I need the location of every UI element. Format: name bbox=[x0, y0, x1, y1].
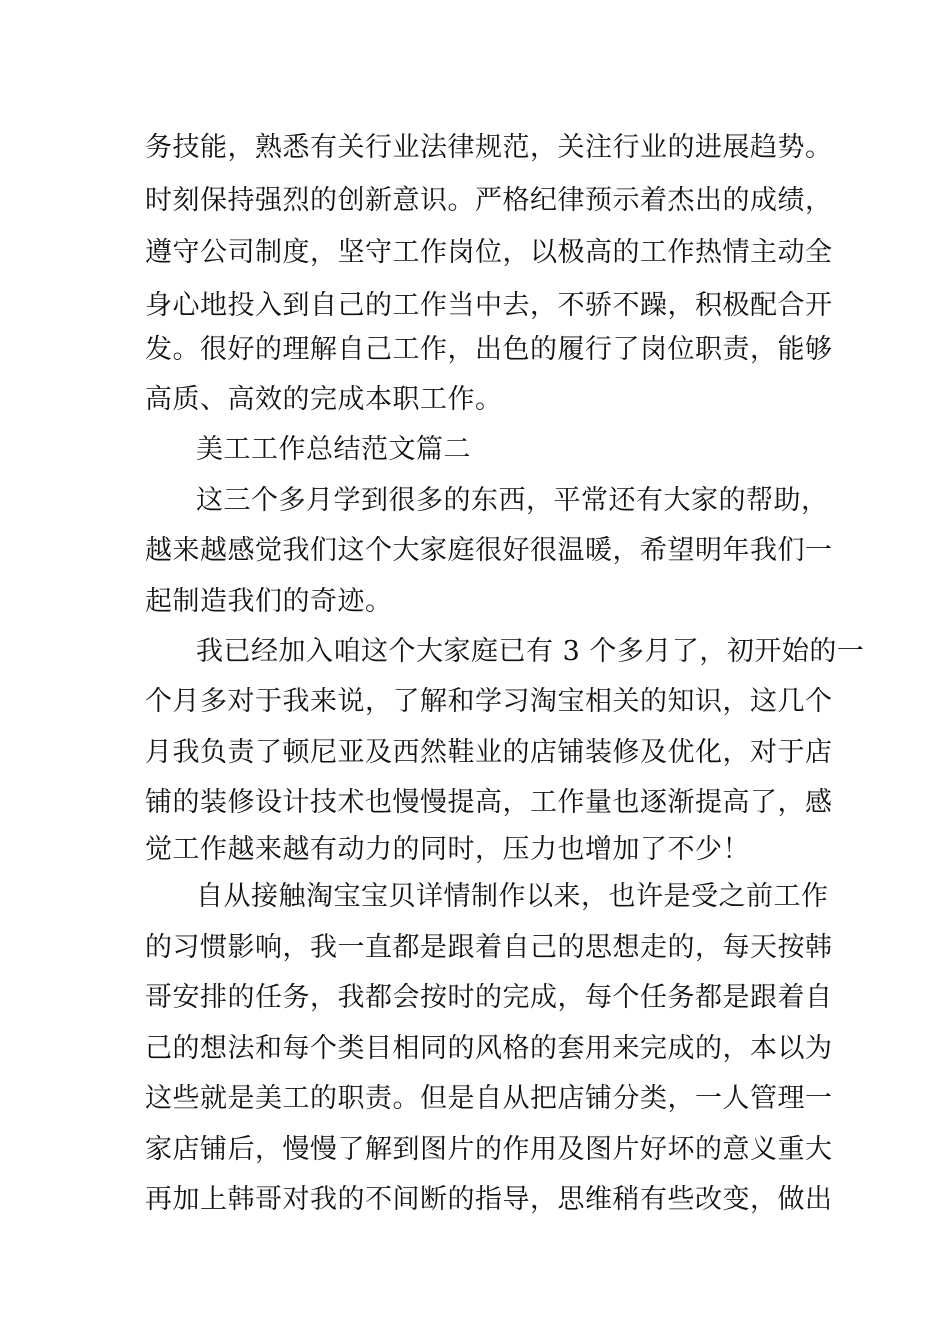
text-line: 个月多对于我来说，了解和学习淘宝相关的知识，这几个 bbox=[145, 686, 833, 717]
section-heading: 美工工作总结范文篇二 bbox=[196, 434, 471, 465]
text-line: 时刻保持强烈的创新意识。严格纪律预示着杰出的成绩， bbox=[145, 185, 833, 216]
text-line: 这三个多月学到很多的东西，平常还有大家的帮助， bbox=[196, 485, 829, 516]
text-line: 家店铺后，慢慢了解到图片的作用及图片好坏的意义重大 bbox=[145, 1134, 833, 1165]
text-line: 身心地投入到自己的工作当中去，不骄不躁，积极配合开 bbox=[145, 290, 833, 321]
text-line: 发。很好的理解自己工作，出色的履行了岗位职责，能够 bbox=[145, 334, 833, 365]
text-line: 我已经加入咱这个大家庭已有 3 个多月了，初开始的一 bbox=[196, 636, 865, 667]
text-line: 遵守公司制度，坚守工作岗位，以极高的工作热情主动全 bbox=[145, 237, 833, 268]
text-line: 这些就是美工的职责。但是自从把店铺分类，一人管理一 bbox=[145, 1083, 833, 1114]
text-line: 铺的装修设计技术也慢慢提高，工作量也逐渐提高了，感 bbox=[145, 787, 833, 818]
text-line: 越来越感觉我们这个大家庭很好很温暖，希望明年我们一 bbox=[145, 535, 833, 566]
text-line: 起制造我们的奇迹。 bbox=[145, 586, 393, 617]
text-line: 的习惯影响，我一直都是跟着自己的思想走的，每天按韩 bbox=[145, 932, 833, 963]
text-line: 哥安排的任务，我都会按时的完成，每个任务都是跟着自 bbox=[145, 982, 833, 1013]
text-line: 己的想法和每个类目相同的风格的套用来完成的，本以为 bbox=[145, 1033, 833, 1064]
text-line: 月我负责了顿尼亚及西然鞋业的店铺装修及优化，对于店 bbox=[145, 737, 833, 768]
text-line: 再加上韩哥对我的不间断的指导，思维稍有些改变，做出 bbox=[145, 1184, 833, 1215]
text-line: 高质、高效的完成本职工作。 bbox=[145, 384, 503, 415]
text-line: 觉工作越来越有动力的同时，压力也增加了不少！ bbox=[145, 834, 750, 865]
text-line: 务技能，熟悉有关行业法律规范，关注行业的进展趋势。 bbox=[145, 132, 833, 163]
text-line: 自从接触淘宝宝贝详情制作以来，也许是受之前工作 bbox=[196, 881, 829, 912]
